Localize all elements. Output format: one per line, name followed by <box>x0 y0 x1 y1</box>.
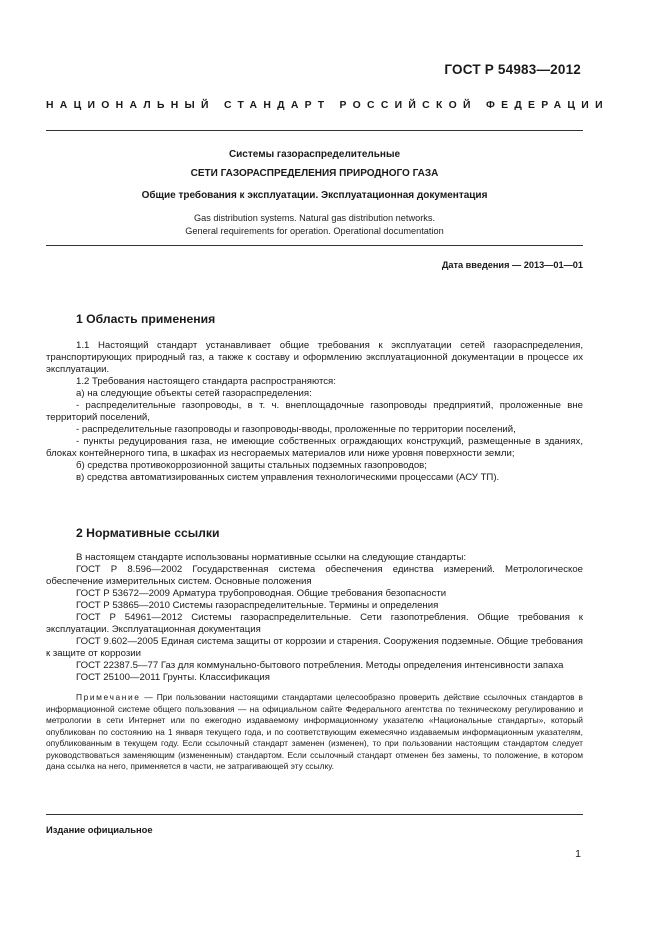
paragraph: - пункты редуцирования газа, не имеющие собственных ограждающих конструкций, размещенные в зданиях, блоках контейнерного типа, в шкафах из несгораемых материалов или ниже уровня поверхности земли; <box>46 436 583 459</box>
introduction-date: Дата введения — 2013—01—01 <box>441 260 583 270</box>
section-scope <box>46 312 583 484</box>
reference-item: ГОСТ Р 53865—2010 Системы газораспределительные. Термины и определения <box>76 600 439 611</box>
footer-rule <box>46 814 583 815</box>
english-title-line-1: Gas distribution systems. Natural gas distribution networks. <box>193 213 435 223</box>
english-title-line-2: General requirements for operation. Operational documentation <box>185 226 444 236</box>
paragraph: - распределительные газопроводы и газопроводы-вводы, проложенные по территории поселений, <box>76 424 516 435</box>
top-rule <box>46 130 583 131</box>
reference-item: ГОСТ 22387.5—77 Газ для коммунально-бытового потребления. Методы определения интенсивности запаха <box>76 660 564 671</box>
title-rule <box>46 245 583 246</box>
paragraph: - распределительные газопроводы, в т. ч. внеплощадочные газопроводы предприятий, проложенные вне территорий поселений, <box>46 400 583 423</box>
section-2-heading: 2 Нормативные ссылки <box>76 526 220 540</box>
paragraph: а) на следующие объекты сетей газораспределения: <box>76 388 312 399</box>
title-line-1: Системы газораспределительные <box>228 149 401 160</box>
section-1-heading: 1 Область применения <box>76 312 216 326</box>
note-text: — При пользовании настоящими стандартами целесообразно проверить действие ссылочных стандартов в информационной системе общего пользования — на официальном сайте Федерального агентства по техническому регулированию и метрологии в сети Интернет или по ежегодно издаваемому информационному указателю «Национальные стандарты», который опубликован по состоянию на 1 января текущего года, и по соответствующим ежемесячно издаваемым информационным указателям, опубликованным в текущем году. Если ссылочный стандарт заменен (изменен), то при пользовании настоящим стандартом следует руководствоваться заменяющим (измененным) стандартом. Если ссылочный стандарт отменен без замены, то положение, в котором дана ссылка на него, применяется в части, не затрагивающей эту ссылку. <box>46 692 583 771</box>
section-normative-references <box>46 526 583 773</box>
paragraph: 1.2 Требования настоящего стандарта распространяются: <box>76 376 336 387</box>
reference-item: ГОСТ 9.602—2005 Единая система защиты от коррозии и старения. Сооружения подземные. Общие требования к защите от коррозии <box>46 636 583 659</box>
document-code: ГОСТ Р 54983—2012 <box>444 62 581 77</box>
english-title <box>46 212 583 238</box>
reference-item: ГОСТ 25100—2011 Грунты. Классификация <box>76 672 270 683</box>
paragraph: В настоящем стандарте использованы нормативные ссылки на следующие стандарты: <box>76 552 467 563</box>
paragraph: в) средства автоматизированных систем управления технологическими процессами (АСУ ТП). <box>76 472 500 483</box>
paragraph: б) средства противокоррозионной защиты стальных подземных газопроводов; <box>76 460 427 471</box>
reference-item: ГОСТ Р 54961—2012 Системы газораспределительные. Сети газопотребления. Общие требования к эксплуатации. Эксплуатационная документация <box>46 612 583 635</box>
national-standard-banner: НАЦИОНАЛЬНЫЙ СТАНДАРТ РОССИЙСКОЙ ФЕДЕРАЦИИ <box>46 100 609 111</box>
title-line-3: Общие требования к эксплуатации. Эксплуатационная документация <box>141 190 488 201</box>
page-number: 1 <box>575 848 581 860</box>
paragraph: 1.1 Настоящий стандарт устанавливает общие требования к эксплуатации сетей газораспределения, транспортирующих природный газ, а также к составу и оформлению эксплуатационной документации в процессе их эксплуатации. <box>46 340 583 375</box>
reference-item: ГОСТ Р 8.596—2002 Государственная система обеспечения единства измерений. Метрологическое обеспечение измерительных систем. Основные положения <box>46 564 583 587</box>
note-label: Примечание <box>76 692 141 702</box>
note <box>46 692 583 773</box>
reference-item: ГОСТ Р 53672—2009 Арматура трубопроводная. Общие требования безопасности <box>76 588 447 599</box>
official-edition-label: Издание официальное <box>46 824 153 835</box>
title-line-2: СЕТИ ГАЗОРАСПРЕДЕЛЕНИЯ ПРИРОДНОГО ГАЗА <box>190 168 439 179</box>
